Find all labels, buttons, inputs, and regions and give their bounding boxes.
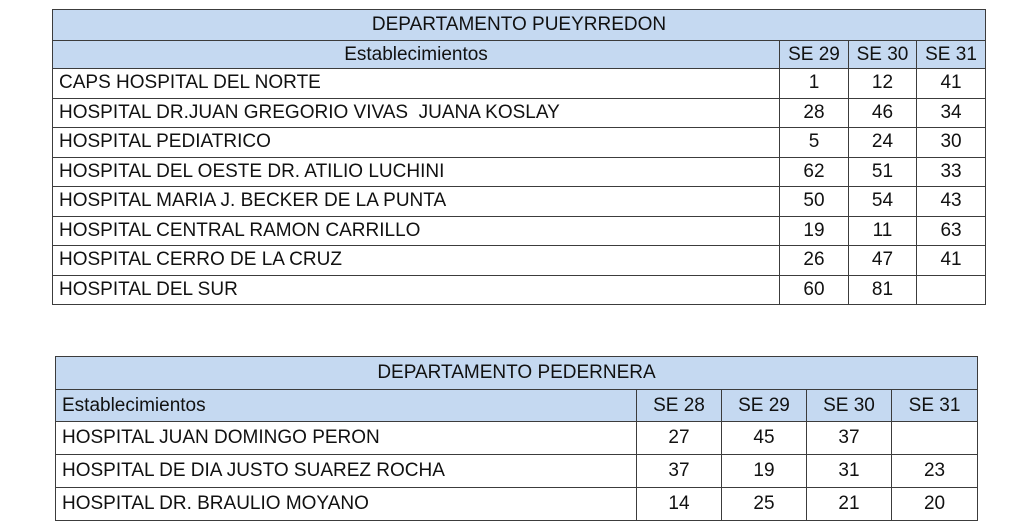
col-establecimientos: Establecimientos — [56, 390, 637, 422]
col-week: SE 28 — [637, 390, 722, 422]
col-week: SE 30 — [807, 390, 892, 422]
col-week: SE 29 — [780, 41, 849, 69]
establishment-name: HOSPITAL CERRO DE LA CRUZ — [53, 246, 780, 276]
cell-value: 37 — [637, 455, 722, 488]
pueyrredon-title: DEPARTAMENTO PUEYRREDON — [53, 10, 986, 41]
cell-value: 81 — [849, 275, 917, 305]
cell-value: 30 — [917, 128, 986, 158]
establishment-name: HOSPITAL DR. BRAULIO MOYANO — [56, 488, 637, 521]
establishment-name: HOSPITAL JUAN DOMINGO PERON — [56, 422, 637, 455]
cell-value: 26 — [780, 246, 849, 276]
cell-value: 62 — [780, 157, 849, 187]
table-row — [56, 422, 978, 455]
cell-value: 33 — [917, 157, 986, 187]
pedernera-title: DEPARTAMENTO PEDERNERA — [56, 357, 978, 390]
cell-value: 20 — [892, 488, 978, 521]
table-row — [53, 216, 986, 246]
cell-value: 12 — [849, 69, 917, 99]
cell-value: 46 — [849, 98, 917, 128]
establishment-name: CAPS HOSPITAL DEL NORTE — [53, 69, 780, 99]
table-row — [56, 488, 978, 521]
table-row — [53, 128, 986, 158]
cell-value: 1 — [780, 69, 849, 99]
col-week: SE 29 — [722, 390, 807, 422]
table-row — [53, 69, 986, 99]
cell-value: 51 — [849, 157, 917, 187]
cell-value: 14 — [637, 488, 722, 521]
cell-value: 41 — [917, 69, 986, 99]
cell-value — [892, 422, 978, 455]
pueyrredon-title-row — [53, 10, 986, 41]
cell-value: 19 — [722, 455, 807, 488]
pueyrredon-table — [52, 9, 986, 305]
table-row — [53, 187, 986, 217]
cell-value: 5 — [780, 128, 849, 158]
cell-value: 63 — [917, 216, 986, 246]
cell-value: 23 — [892, 455, 978, 488]
table-row — [53, 157, 986, 187]
cell-value: 11 — [849, 216, 917, 246]
table-row — [53, 275, 986, 305]
cell-value: 31 — [807, 455, 892, 488]
cell-value: 24 — [849, 128, 917, 158]
cell-value: 41 — [917, 246, 986, 276]
establishment-name: HOSPITAL CENTRAL RAMON CARRILLO — [53, 216, 780, 246]
cell-value: 43 — [917, 187, 986, 217]
cell-value: 19 — [780, 216, 849, 246]
cell-value: 45 — [722, 422, 807, 455]
pedernera-table — [55, 356, 978, 521]
cell-value: 50 — [780, 187, 849, 217]
cell-value — [917, 275, 986, 305]
cell-value: 47 — [849, 246, 917, 276]
cell-value: 34 — [917, 98, 986, 128]
cell-value: 37 — [807, 422, 892, 455]
table-row — [56, 455, 978, 488]
establishment-name: HOSPITAL DR.JUAN GREGORIO VIVAS JUANA KOSLAY — [53, 98, 780, 128]
establishment-name: HOSPITAL DEL OESTE DR. ATILIO LUCHINI — [53, 157, 780, 187]
pedernera-title-row — [56, 357, 978, 390]
col-establecimientos: Establecimientos — [53, 41, 780, 69]
pedernera-header-row — [56, 390, 978, 422]
pueyrredon-header-row — [53, 41, 986, 69]
table-row — [53, 98, 986, 128]
cell-value: 25 — [722, 488, 807, 521]
establishment-name: HOSPITAL DEL SUR — [53, 275, 780, 305]
cell-value: 28 — [780, 98, 849, 128]
col-week: SE 31 — [892, 390, 978, 422]
cell-value: 21 — [807, 488, 892, 521]
establishment-name: HOSPITAL DE DIA JUSTO SUAREZ ROCHA — [56, 455, 637, 488]
cell-value: 60 — [780, 275, 849, 305]
establishment-name: HOSPITAL PEDIATRICO — [53, 128, 780, 158]
establishment-name: HOSPITAL MARIA J. BECKER DE LA PUNTA — [53, 187, 780, 217]
col-week: SE 30 — [849, 41, 917, 69]
cell-value: 27 — [637, 422, 722, 455]
col-week: SE 31 — [917, 41, 986, 69]
table-row — [53, 246, 986, 276]
cell-value: 54 — [849, 187, 917, 217]
